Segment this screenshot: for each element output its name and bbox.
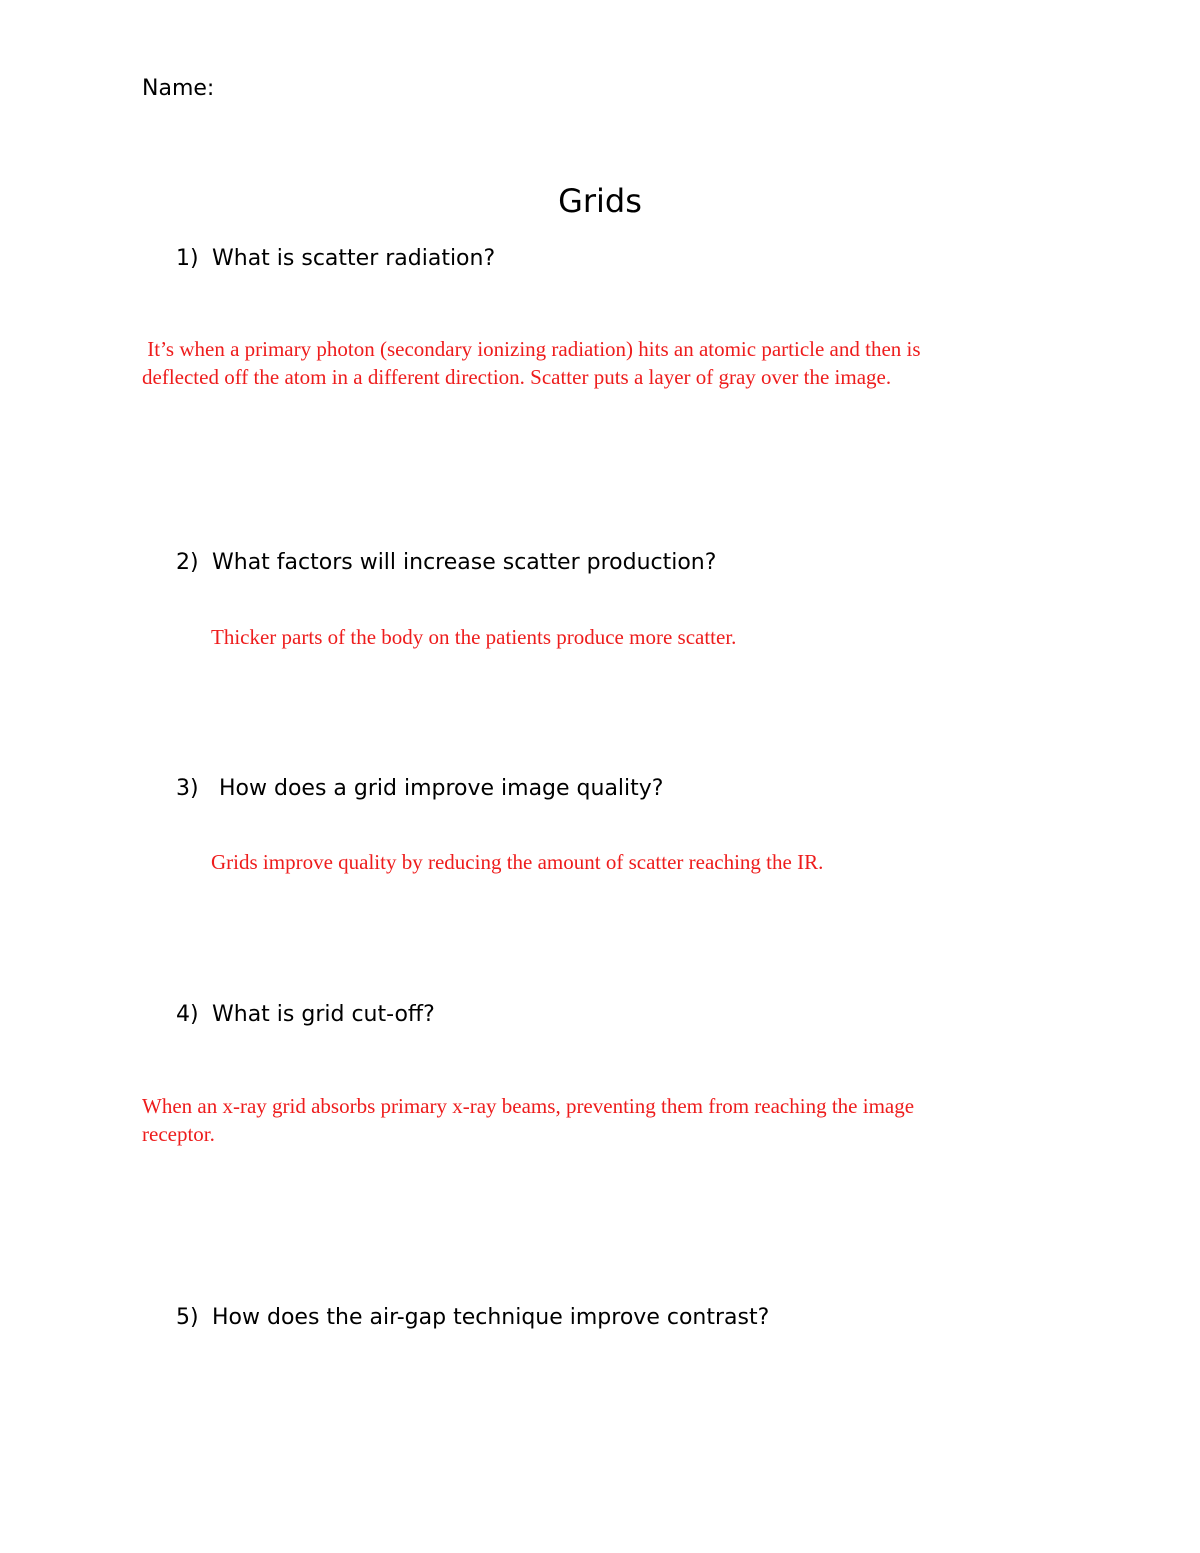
answer-4 (142, 1092, 1042, 1148)
question-text: What is grid cut-off? (212, 1002, 435, 1027)
question-2 (176, 548, 716, 578)
question-3 (176, 774, 663, 804)
question-text: How does a grid improve image quality? (212, 776, 664, 801)
answer-2: Thicker parts of the body on the patients produce more scatter. (211, 625, 737, 649)
answer-line: receptor. (142, 1122, 215, 1146)
answer-1 (142, 335, 1042, 391)
question-number: 4) (176, 1002, 199, 1027)
question-5 (176, 1303, 769, 1333)
question-text: What factors will increase scatter production? (212, 550, 717, 575)
answer-line: When an x-ray grid absorbs primary x-ray beams, preventing them from reaching the image (142, 1094, 915, 1118)
question-number: 3) (176, 776, 199, 801)
question-number: 5) (176, 1305, 199, 1330)
page-title: Grids (558, 182, 642, 220)
question-number: 1) (176, 246, 199, 271)
question-text: What is scatter radiation? (212, 246, 496, 271)
answer-line: It’s when a primary photon (secondary ionizing radiation) hits an atomic particle and then is (142, 337, 921, 361)
answer-line: deflected off the atom in a different direction. Scatter puts a layer of gray over the image. (142, 365, 892, 389)
question-text: How does the air-gap technique improve contrast? (212, 1305, 770, 1330)
question-4 (176, 1000, 435, 1030)
question-number: 2) (176, 550, 199, 575)
question-1 (176, 244, 495, 274)
answer-3: Grids improve quality by reducing the amount of scatter reaching the IR. (211, 850, 824, 874)
name-label: Name: (142, 76, 215, 101)
